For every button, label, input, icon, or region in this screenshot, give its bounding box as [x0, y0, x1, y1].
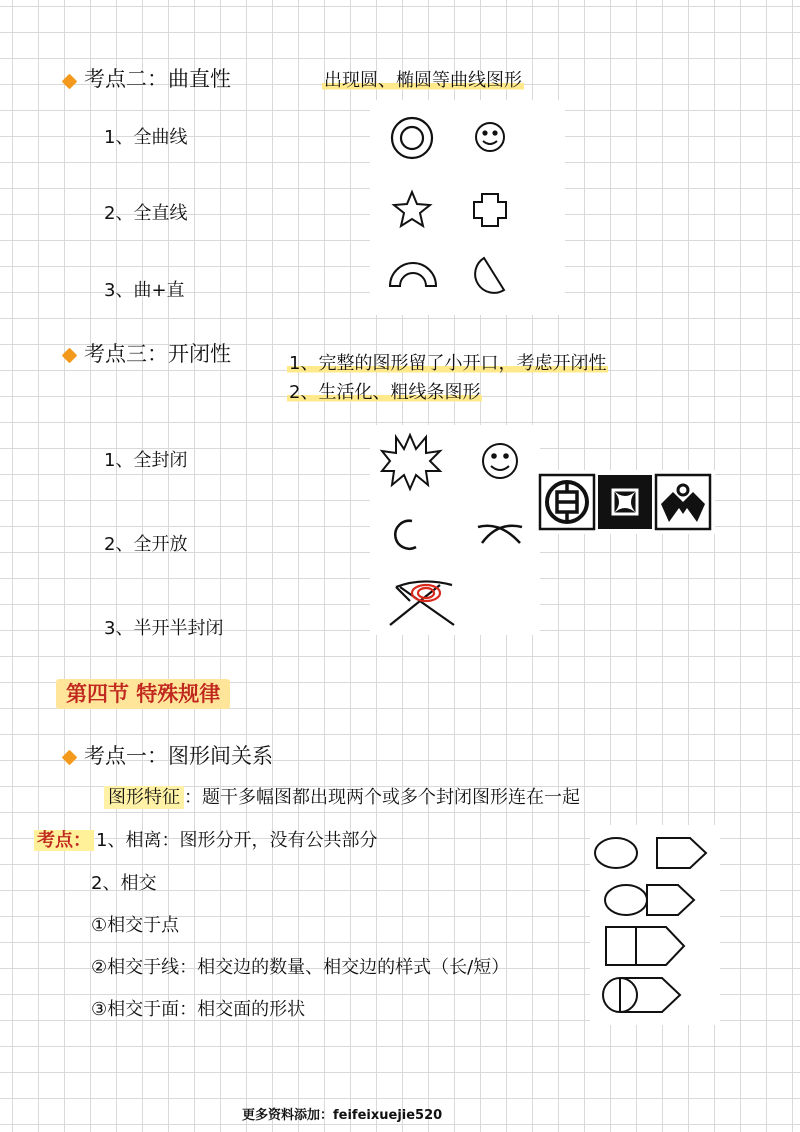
section2-item-1: 1、全曲线	[104, 127, 188, 148]
crossing-curves-icon	[478, 526, 522, 543]
bank-logo-1-icon	[540, 475, 594, 529]
open-arc-icon	[395, 521, 416, 549]
section4-title: 考点一：图形间关系	[84, 744, 273, 768]
separate-shapes-icon	[595, 838, 706, 868]
section2-item-3: 3、曲+直	[104, 280, 185, 301]
touch-at-point-icon	[605, 885, 694, 915]
section4-feature: 图形特征 ：题干多幅图都出现两个或多个封闭图形连在一起	[104, 783, 580, 809]
section2-bullet	[64, 72, 75, 91]
section2-item-2: 2、全直线	[104, 203, 188, 224]
logo-panel	[537, 470, 715, 534]
section3-item-3: 3、半开半封闭	[104, 618, 224, 639]
openness-figures-panel	[370, 425, 540, 635]
section4-item-5: ③相交于面：相交面的形状	[91, 999, 306, 1020]
section4-kaodian-label: 考点：	[34, 826, 94, 852]
section3-item-2: 2、全开放	[104, 534, 188, 555]
smiley-icon	[476, 123, 504, 151]
section4-item-1: 1、相离：图形分开，没有公共部分	[96, 830, 378, 851]
double-circle-icon	[392, 118, 432, 158]
section4-item-3: ①相交于点	[91, 915, 180, 936]
half-circle-icon	[475, 258, 504, 293]
section3-item-1: 1、全封闭	[104, 450, 188, 471]
section4-bullet	[64, 748, 75, 767]
curvature-figures-panel	[370, 100, 565, 315]
footer-contact: 更多资料添加：feifeixuejie520	[242, 1108, 443, 1123]
section2-title: 考点二：曲直性	[84, 67, 231, 91]
overlap-area-icon	[603, 978, 680, 1012]
section3-title: 考点三：开闭性	[84, 342, 231, 366]
bank-logo-3-icon	[656, 475, 710, 529]
section3-bullet	[64, 346, 75, 365]
section2-note: 出现圆、椭圆等曲线图形	[324, 70, 522, 91]
cross-shape-icon	[474, 194, 506, 226]
relation-figures-panel	[590, 825, 720, 1025]
burst-icon	[382, 435, 440, 489]
touch-at-line-icon	[606, 927, 684, 965]
chapter-title: 第四节 特殊规律	[56, 678, 230, 708]
face-icon	[483, 444, 517, 478]
section4-item-4: ②相交于线：相交边的数量、相交边的样式（长/短）	[91, 957, 510, 978]
red-scribble-icon	[390, 581, 454, 625]
section3-note1: 1、完整的图形留了小开口，考虑开闭性	[289, 353, 607, 374]
bank-logo-2-icon	[598, 475, 652, 529]
arch-icon	[390, 263, 436, 286]
star-icon	[394, 192, 430, 226]
section4-item-2: 2、相交	[91, 873, 157, 894]
section3-note2: 2、生活化、粗线条图形	[289, 382, 481, 403]
